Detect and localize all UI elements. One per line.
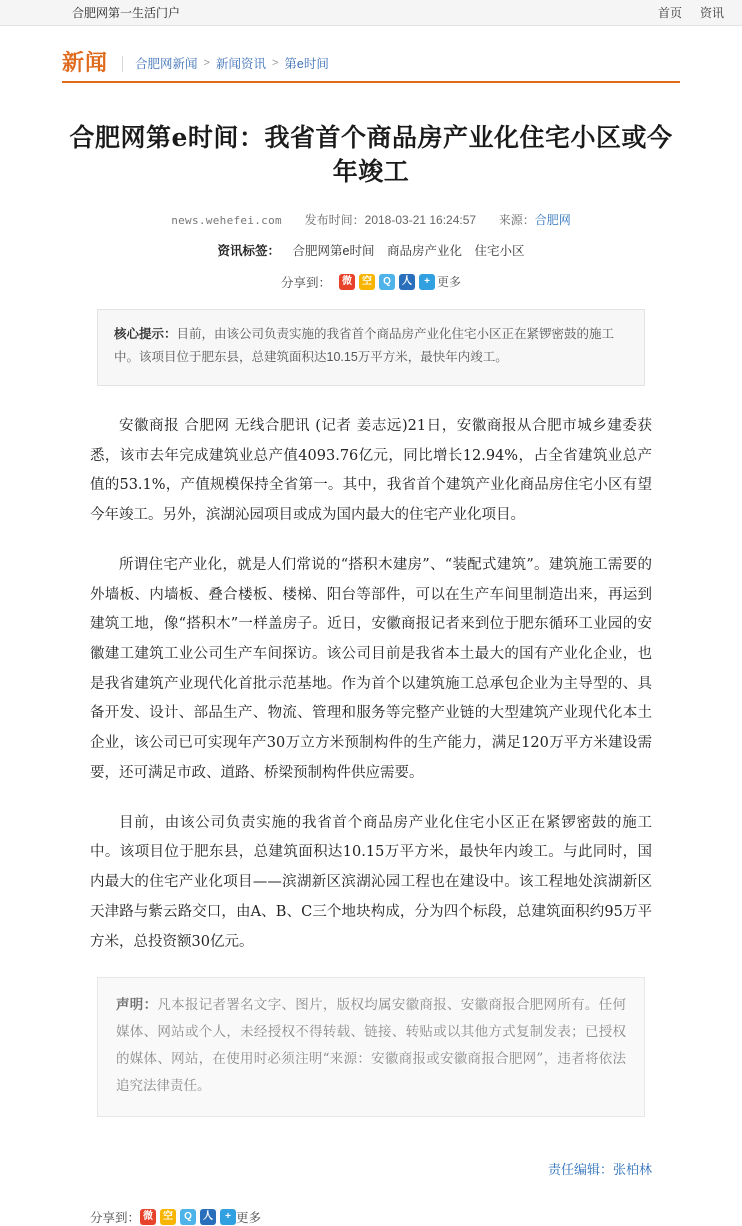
statement-box <box>97 977 645 1117</box>
tag-item-1[interactable]: 商品房产业化 <box>386 243 462 258</box>
more-share-icon[interactable]: + <box>419 274 435 290</box>
editor-credit: 责任编辑：张柏林 <box>547 1162 652 1178</box>
qq-icon[interactable]: Q <box>180 1209 196 1225</box>
core-tip-text: 目前，由该公司负责实施的我省首个商品房产业化住宅小区正在紧锣密鼓的施工中。该项目位于肥东县，总建筑面积达10.15万平方米，最快年内竣工。 <box>114 326 615 365</box>
share-bar-bottom <box>62 1208 680 1226</box>
breadcrumb-item-0[interactable]: 合肥网新闻 <box>135 57 198 71</box>
share-more-label[interactable]: 更多 <box>437 275 462 289</box>
share-icon-group <box>339 274 435 290</box>
share-label: 分享到： <box>280 275 331 290</box>
sina-weibo-icon[interactable]: 微 <box>339 274 355 290</box>
top-nav-news[interactable]: 资讯 <box>699 6 724 20</box>
tag-item-2[interactable]: 住宅小区 <box>474 243 525 258</box>
statement-label: 声明： <box>116 997 158 1014</box>
share-icon-group-bottom <box>140 1209 236 1225</box>
breadcrumb-item-2[interactable]: 第e时间 <box>284 57 329 71</box>
section-divider <box>122 56 123 72</box>
section-title: 新闻 <box>62 50 109 76</box>
top-nav <box>658 4 724 21</box>
qzone-icon[interactable]: 空 <box>160 1209 176 1225</box>
renren-icon[interactable]: 人 <box>399 274 415 290</box>
top-bar <box>0 0 742 26</box>
tag-item-0[interactable]: 合肥网第e时间 <box>292 243 375 258</box>
breadcrumb-separator-1: > <box>271 57 279 69</box>
article-meta <box>62 211 680 228</box>
page-title: 合肥网第e时间：我省首个商品房产业化住宅小区或今年竣工 <box>69 123 673 186</box>
source-link[interactable]: 合肥网 <box>534 212 571 227</box>
tags-label: 资讯标签： <box>217 243 281 258</box>
site-name: 合肥网第一生活门户 <box>72 6 181 20</box>
sina-weibo-icon[interactable]: 微 <box>140 1209 156 1225</box>
renren-icon[interactable]: 人 <box>200 1209 216 1225</box>
section-header <box>62 26 680 83</box>
qzone-icon[interactable]: 空 <box>359 274 375 290</box>
breadcrumb-item-1[interactable]: 新闻资讯 <box>215 57 266 71</box>
top-nav-home[interactable]: 首页 <box>657 6 682 20</box>
more-share-icon[interactable]: + <box>220 1209 236 1225</box>
article-body <box>62 412 680 957</box>
article-paragraph: 目前，由该公司负责实施的我省首个商品房产业化住宅小区正在紧锣密鼓的施工中。该项目位于肥东县，总建筑面积达10.15万平方米，最快年内竣工。与此同时，国内最大的住宅产业化项目——滨湖新区滨湖沁园工程也在建设中。该工程地处滨湖新区天津路与紫云路交口，由A、B、C三个地块构成，分为四个标段，总建筑面积约95万平方米，总投资额30亿元。 <box>90 814 652 950</box>
share-label-bottom: 分享到： <box>90 1211 141 1226</box>
core-tip-box <box>97 309 645 387</box>
core-tip-label: 核心提示： <box>114 326 177 341</box>
statement-text: 凡本报记者署名文字、图片，版权均属安徽商报、安徽商报合肥网所有。任何媒体、网站或个人，未经授权不得转载、链接、转贴或以其他方式复制发表；已授权的媒体、网站，在使用时必须注明“来源：安徽商报或安徽商报合肥网”，违者将依法追究法律责任。 <box>116 997 626 1095</box>
publish-label: 发布时间： <box>304 212 365 227</box>
share-bar-top <box>62 273 680 291</box>
share-more-label-bottom[interactable]: 更多 <box>236 1211 262 1226</box>
breadcrumb-separator-0: > <box>203 57 210 69</box>
qq-icon[interactable]: Q <box>379 274 395 290</box>
article-paragraph: 所谓住宅产业化，就是人们常说的“搭积木建房”、“装配式建筑”。建筑施工需要的外墙板、内墙板、叠合楼板、楼梯、阳台等部件，可以在生产车间里制造出来，再运到建筑工地，像“搭积木”一样盖房子。近日，安徽商报记者来到位于肥东循环工业园的安徽建工建筑工业公司生产车间探访。该公司目前是我省本土最大的国有产业化企业，也是我省建筑产业现代化首批示范基地。作为首个以建筑施工总承包企业为主导型的、具备开发、设计、部品生产、物流、管理和服务等完整产业链的大型建筑产业现代化本土企业，该公司已可实现年产30万立方米预制构件的生产能力，满足120万平方米建设需要，还可满足市政、道路、桥梁预制构件供应需要。 <box>90 556 652 781</box>
article-paragraph: 安徽商报 合肥网 无线合肥讯 (记者 姜志远)21日，安徽商报从合肥市城乡建委获悉，该市去年完成建筑业总产值4093.76亿元，同比增长12.94%，占全省建筑业总产值的53.1%，产值规模保持全省第一。其中，我省首个建筑产业化商品房住宅小区有望今年竣工。另外，滨湖沁园项目或成为国内最大的住宅产业化项目。 <box>90 418 652 524</box>
page-container <box>0 26 742 1226</box>
source-domain: news.wehefei.com <box>171 213 282 227</box>
breadcrumb <box>135 54 329 74</box>
source-label: 来源： <box>498 212 535 227</box>
article-tags <box>62 241 680 259</box>
publish-time: 2018-03-21 16:24:57 <box>364 212 477 227</box>
